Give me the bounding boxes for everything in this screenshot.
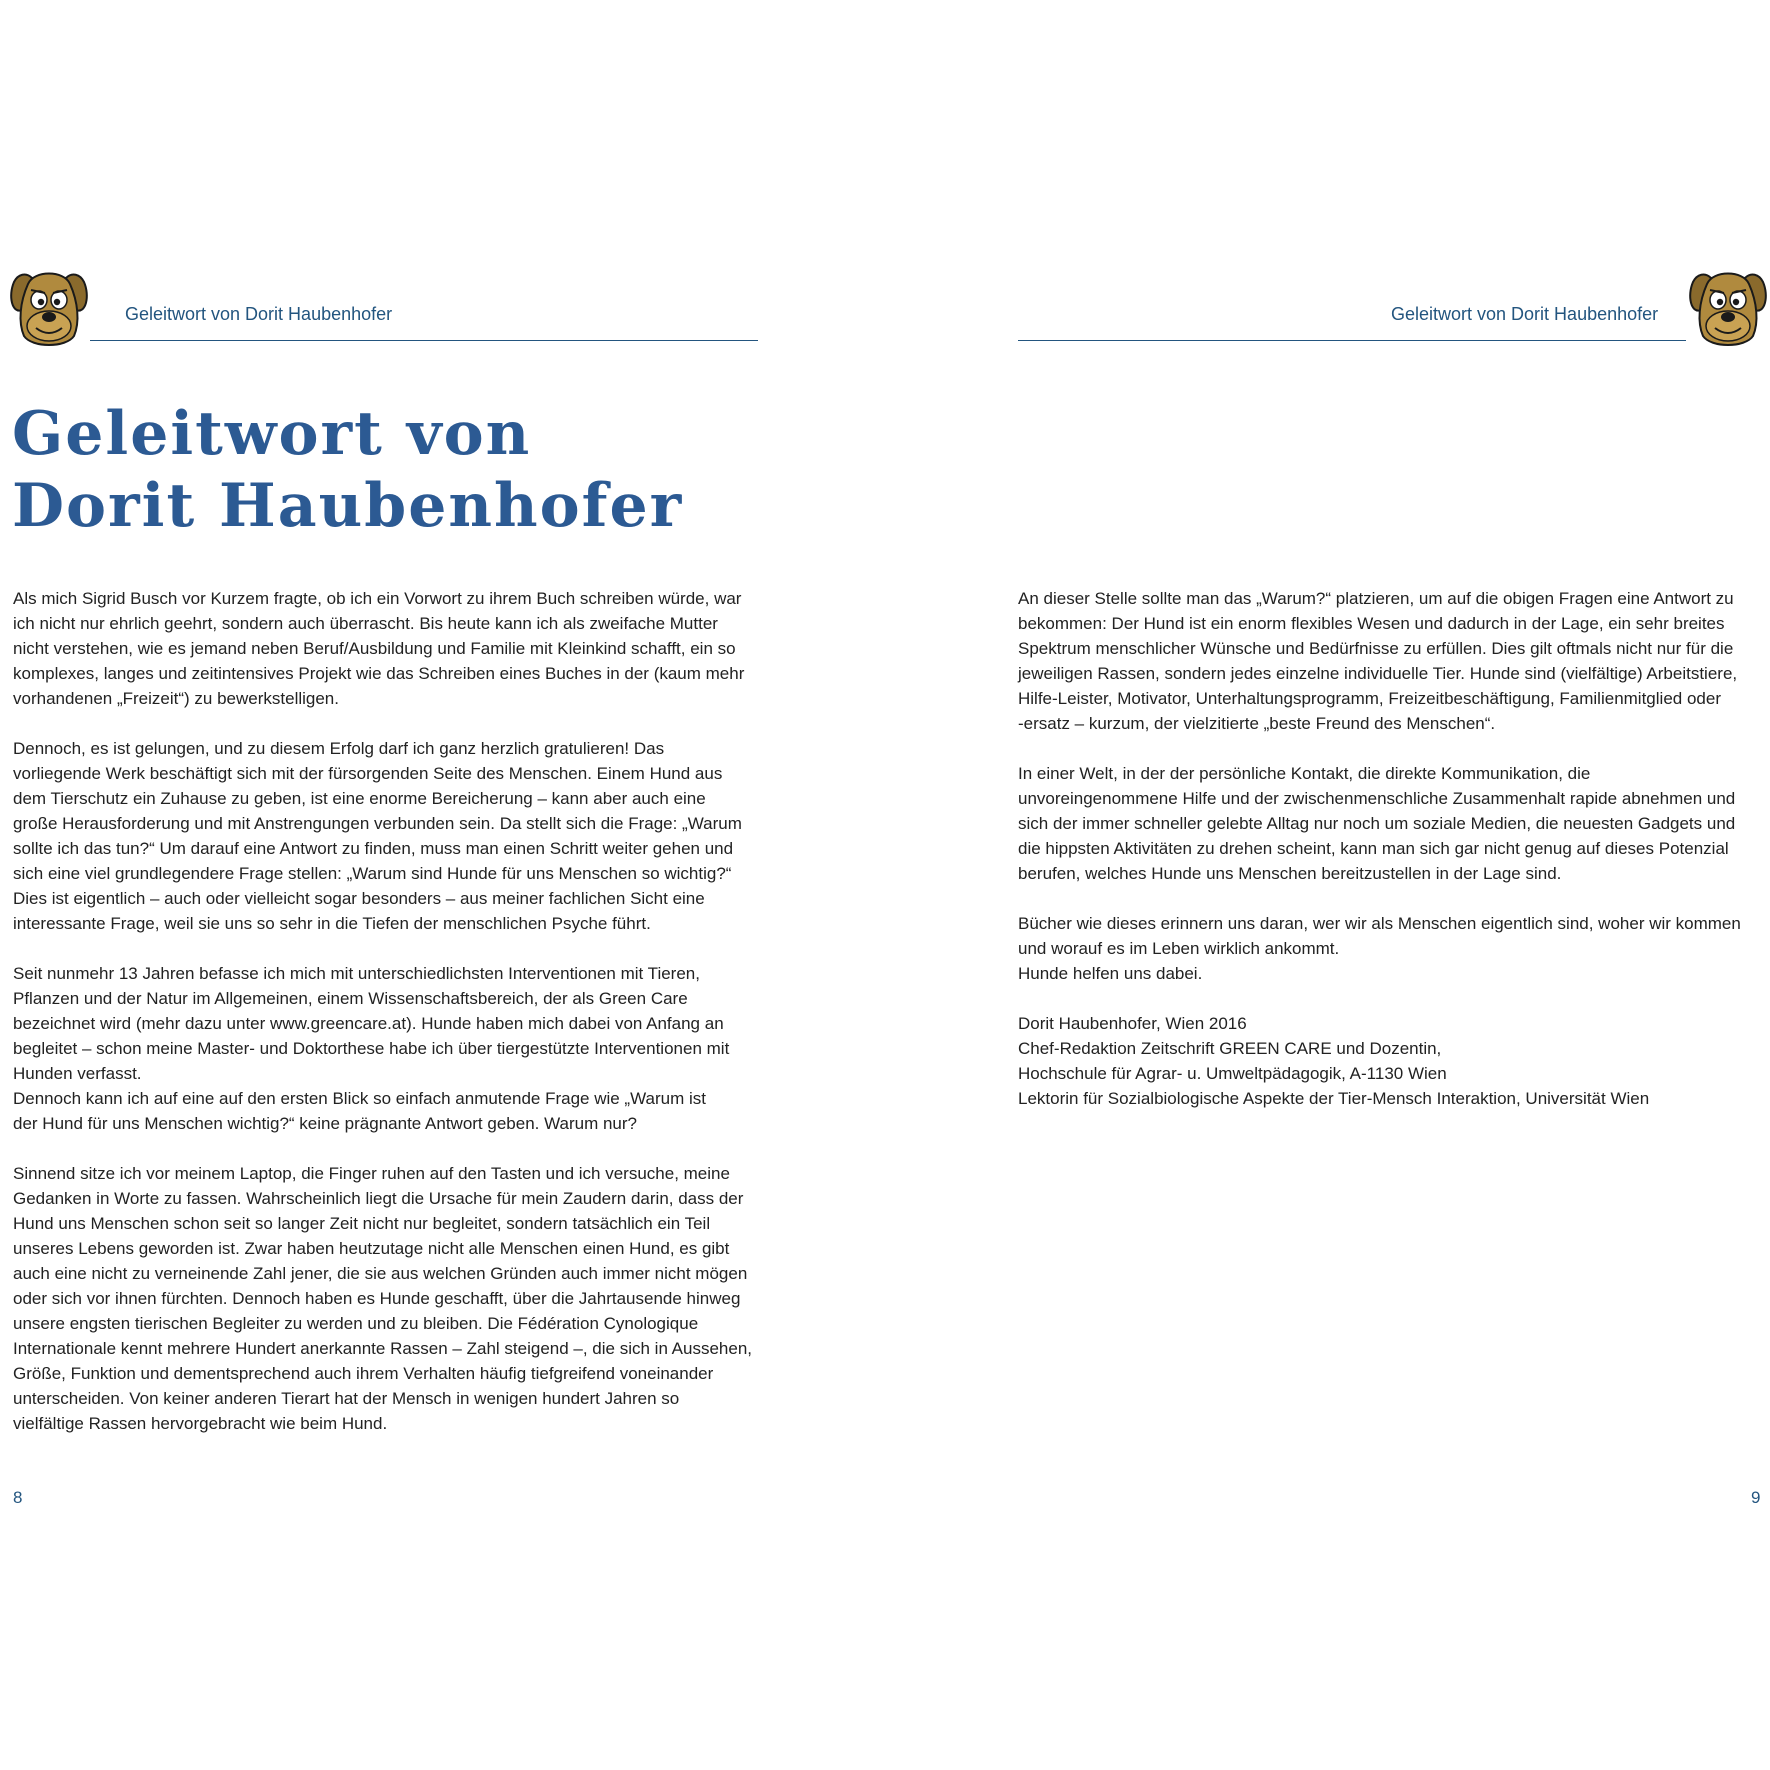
paragraph [1018, 586, 1770, 736]
text-line: komplexes, langes und zeitintensives Projekt wie das Schreiben eines Buches in der (kaum mehr [13, 664, 745, 683]
text-line: begleitet – schon meine Master- und Doktorthese habe ich über tiergestützte Interventionen mit [13, 1039, 730, 1058]
text-line: nicht verstehen, wie es jemand neben Beruf/Ausbildung und Familie mit Kleinkind schafft, ein so [13, 639, 736, 658]
text-line: Als mich Sigrid Busch vor Kurzem fragte, ob ich ein Vorwort zu ihrem Buch schreiben würde, war [13, 589, 742, 608]
text-line: Spektrum menschlicher Wünsche und Bedürfnisse zu erfüllen. Dies gilt oftmals nicht nur für die [1018, 639, 1734, 658]
text-line: Größe, Funktion und dementsprechend auch ihrem Verhalten häufig tiefgreifend voneinander [13, 1364, 714, 1383]
dog-face-icon [8, 262, 90, 350]
text-line: vorhandenen „Freizeit“) zu bewerkstelligen. [13, 689, 339, 708]
text-line: große Herausforderung und mit Anstrengungen verbunden sein. Da stellt sich die Frage: „Warum [13, 814, 742, 833]
text-line: sich eine viel grundlegendere Frage stellen: „Warum sind Hunde für uns Menschen so wichtig?“ [13, 864, 732, 883]
text-line: An dieser Stelle sollte man das „Warum?“ platzieren, um auf die obigen Fragen eine Antwort zu [1018, 589, 1734, 608]
body-column [13, 586, 768, 1461]
text-line: und worauf es im Leben wirklich ankommt. [1018, 939, 1340, 958]
text-line: Lektorin für Sozialbiologische Aspekte der Tier-Mensch Interaktion, Universität Wien [1018, 1089, 1650, 1108]
paragraph [1018, 911, 1770, 986]
text-line: interessante Frage, weil sie uns so sehr in die Tiefen der menschlichen Psyche führt. [13, 914, 651, 933]
paragraph [13, 586, 768, 711]
text-line: unvoreingenommene Hilfe und der zwischenmenschliche Zusammenhalt rapide abnehmen und [1018, 789, 1736, 808]
running-head: Geleitwort von Dorit Haubenhofer [1391, 304, 1659, 324]
paragraph [13, 1161, 768, 1436]
text-line: Pflanzen und der Natur im Allgemeinen, einem Wissenschaftsbereich, der als Green Care [13, 989, 688, 1008]
dog-face-icon [1687, 262, 1769, 350]
text-line: Sinnend sitze ich vor meinem Laptop, die Finger ruhen auf den Tasten und ich versuche, meine [13, 1164, 730, 1183]
paragraph [13, 736, 768, 936]
text-line: Dorit Haubenhofer, Wien 2016 [1018, 1014, 1247, 1033]
header-rule [1018, 340, 1686, 341]
text-line: die hippsten Aktivitäten zu drehen scheint, kann man sich gar nicht genug auf dieses Potenzial [1018, 839, 1729, 858]
text-line: Chef-Redaktion Zeitschrift GREEN CARE und Dozentin, [1018, 1039, 1442, 1058]
text-line: vorliegende Werk beschäftigt sich mit der fürsorgenden Seite des Menschen. Einem Hund aus [13, 764, 723, 783]
text-line: Dennoch, es ist gelungen, und zu diesem Erfolg darf ich ganz herzlich gratulieren! Das [13, 739, 665, 758]
body-column [1018, 586, 1770, 1136]
text-line: Hunde helfen uns dabei. [1018, 964, 1203, 983]
chapter-title-line: Dorit Haubenhofer [12, 471, 684, 541]
text-line: jeweiligen Rassen, sondern jedes einzelne individuelle Tier. Hunde sind (vielfältige) Arbeitstiere, [1018, 664, 1738, 683]
text-line: Gedanken in Worte zu fassen. Wahrscheinlich liegt die Ursache für mein Zaudern darin, dass der [13, 1189, 744, 1208]
running-head: Geleitwort von Dorit Haubenhofer [125, 304, 393, 324]
text-line: auch eine nicht zu verneinende Zahl jener, die sie aus welchen Gründen auch immer nicht mögen [13, 1264, 748, 1283]
paragraph [1018, 761, 1770, 886]
text-line: Internationale kennt mehrere Hundert anerkannte Rassen – Zahl steigend –, die sich in Aussehen, [13, 1339, 753, 1358]
text-line: Hochschule für Agrar- u. Umweltpädagogik, A-1130 Wien [1018, 1064, 1447, 1083]
chapter-title-line: Geleitwort von [12, 399, 532, 469]
text-line: ich nicht nur ehrlich geehrt, sondern auch überrascht. Bis heute kann ich als zweifache Mutter [13, 614, 718, 633]
text-line: -ersatz – kurzum, der vielzitierte „beste Freund des Menschen“. [1018, 714, 1496, 733]
text-line: Dies ist eigentlich – auch oder vielleicht sogar besonders – aus meiner fachlichen Sicht eine [13, 889, 705, 908]
text-line: Dennoch kann ich auf eine auf den ersten Blick so einfach anmutende Frage wie „Warum ist [13, 1089, 706, 1108]
text-line: oder sich vor ihnen fürchten. Dennoch haben es Hunde geschafft, über die Jahrtausende hinweg [13, 1289, 741, 1308]
text-line: Hilfe-Leister, Motivator, Unterhaltungsprogramm, Freizeitbeschäftigung, Familienmitglied oder [1018, 689, 1721, 708]
text-line: bekommen: Der Hund ist ein enorm flexibles Wesen und dadurch in der Lage, ein sehr breites [1018, 614, 1725, 633]
text-line: der Hund für uns Menschen wichtig?“ keine prägnante Antwort geben. Warum nur? [13, 1114, 637, 1133]
text-line: sollte ich das tun?“ Um darauf eine Antwort zu finden, muss man einen Schritt weiter gehen und [13, 839, 734, 858]
text-line: Hund uns Menschen schon seit so langer Zeit nicht nur begleitet, sondern tatsächlich ein Teil [13, 1214, 711, 1233]
text-line: bezeichnet wird (mehr dazu unter www.greencare.at). Hunde haben mich dabei von Anfang an [13, 1014, 724, 1033]
text-line: Bücher wie dieses erinnern uns daran, wer wir als Menschen eigentlich sind, woher wir kommen [1018, 914, 1741, 933]
text-line: Seit nunmehr 13 Jahren befasse ich mich mit unterschiedlichsten Interventionen mit Tieren, [13, 964, 700, 983]
signature-block [1018, 1011, 1770, 1111]
page-number: 9 [1751, 1488, 1761, 1507]
text-line: unseres Lebens geworden ist. Zwar haben heutzutage nicht alle Menschen einen Hund, es gibt [13, 1239, 730, 1258]
text-line: sich der immer schneller gelebte Alltag nur noch um soziale Medien, die neuesten Gadgets und [1018, 814, 1736, 833]
text-line: unterscheiden. Von keiner anderen Tierart hat der Mensch in wenigen hundert Jahren so [13, 1389, 680, 1408]
right-page [885, 0, 1770, 1770]
text-line: dem Tierschutz ein Zuhause zu geben, ist eine enorme Bereicherung – kann aber auch eine [13, 789, 706, 808]
paragraph [13, 961, 768, 1136]
chapter-title [12, 398, 683, 542]
text-line: In einer Welt, in der der persönliche Kontakt, die direkte Kommunikation, die [1018, 764, 1591, 783]
text-line: berufen, welches Hunde uns Menschen bereitzustellen in der Lage sind. [1018, 864, 1562, 883]
header-rule [90, 340, 758, 341]
text-line: Hunden verfasst. [13, 1064, 142, 1083]
text-line: vielfältige Rassen hervorgebracht wie beim Hund. [13, 1414, 388, 1433]
text-line: unsere engsten tierischen Begleiter zu werden und zu bleiben. Die Fédération Cynologique [13, 1314, 699, 1333]
page-number: 8 [13, 1488, 23, 1507]
